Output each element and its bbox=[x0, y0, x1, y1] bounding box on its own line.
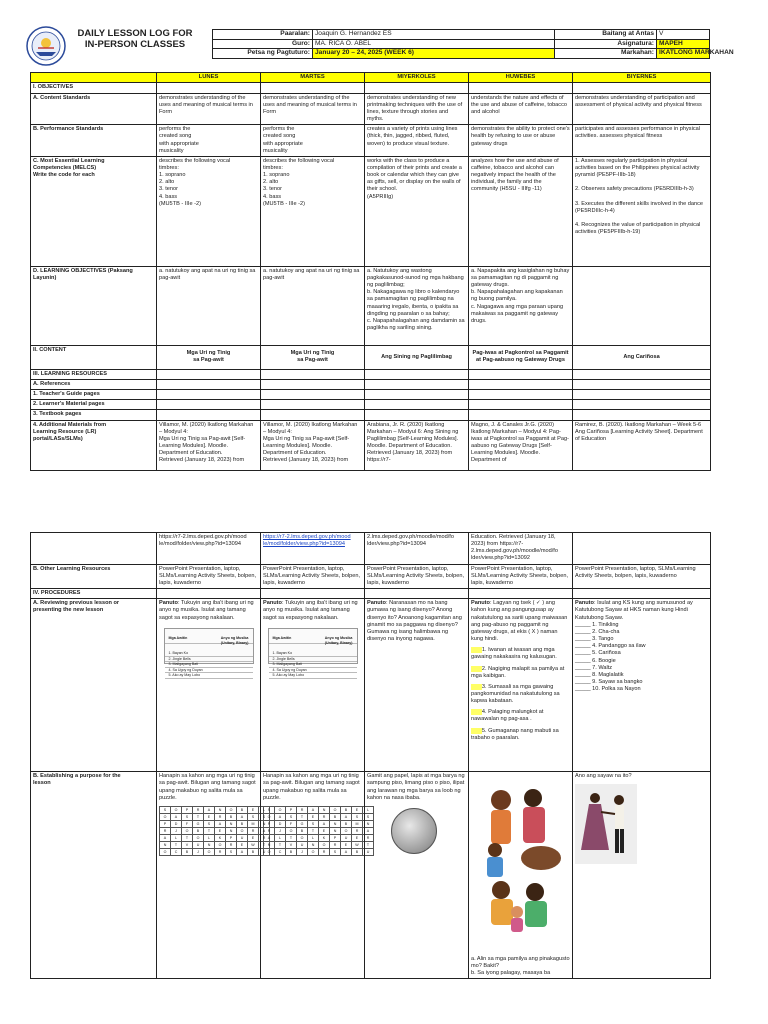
family-illustration-icon bbox=[471, 780, 569, 948]
puzzle-cell: E bbox=[319, 827, 330, 834]
learning-objectives-fri bbox=[573, 266, 711, 345]
song-row: 1. Bayan Ko bbox=[269, 651, 357, 657]
puzzle-cell: T bbox=[171, 841, 182, 848]
other-resources-tue: PowerPoint Presentation, laptop, SLMs/Learning Activity Sheets, bolpen, lapis, kuwaderno bbox=[261, 564, 365, 588]
day-header-blank bbox=[31, 73, 157, 83]
puzzle-cell: T bbox=[286, 834, 297, 841]
song-row: 2. Jingle Bells bbox=[269, 657, 357, 663]
learning-objectives-mon: a. natutukoy ang apat na uri ng tinig sa pag-awit bbox=[157, 266, 261, 345]
document-title bbox=[70, 29, 200, 51]
puzzle-cell: O bbox=[193, 834, 204, 841]
content-standards-mon: demonstrates understanding of the uses and meaning of musical terms in Form bbox=[157, 93, 261, 125]
title-line-2: IN-PERSON CLASSES bbox=[84, 38, 186, 50]
puzzle-cell: F bbox=[286, 820, 297, 827]
content-tue: Mga Uri ng Tinig sa Pag-awit bbox=[261, 345, 365, 369]
markahan-label: Markahan: bbox=[555, 49, 657, 59]
puzzle-cell: D bbox=[275, 820, 286, 827]
peso-coin-icon bbox=[391, 808, 437, 854]
header-info-table bbox=[212, 29, 734, 59]
panuto-label: Panuto bbox=[367, 600, 386, 607]
puzzle-cell: A bbox=[308, 806, 319, 813]
puzzle-cell: E bbox=[204, 813, 215, 820]
puzzle-cell: O bbox=[160, 848, 171, 855]
dance-item: _____ 2. Cha-cha bbox=[575, 628, 620, 635]
puzzle-cell: T bbox=[308, 827, 319, 834]
deped-seal-icon bbox=[26, 26, 66, 66]
day-header-tue: MARTES bbox=[261, 73, 365, 83]
additional-cont-wed: 2.lms.deped.gov.ph/moodle/mod/fo lder/view.php?id=13094 bbox=[365, 533, 469, 565]
puzzle-cell: W bbox=[248, 841, 259, 848]
puzzle-cell: S bbox=[330, 848, 341, 855]
puzzle-cell: O bbox=[237, 827, 248, 834]
textbook-pages-label: 3. Textbook pages bbox=[31, 410, 157, 420]
puzzle-cell: A bbox=[275, 813, 286, 820]
puzzle-cell: O bbox=[160, 813, 171, 820]
additional-thu: Magno, J. & Canales Jr.G. (2020) Ikatlong Markahan – Modyul 4: Pag-iwas at Pagkontrol sa Paggamit at Pag-aabuso ng Gateway Drugs [Self-Learning Modules]. Moodle. Department of bbox=[469, 420, 573, 470]
puzzle-cell: O bbox=[215, 841, 226, 848]
puzzle-cell: S bbox=[286, 813, 297, 820]
puzzle-cell: O bbox=[297, 834, 308, 841]
puzzle-cell: B bbox=[226, 813, 237, 820]
dancers-illustration-icon bbox=[575, 784, 637, 864]
song-table-mon bbox=[164, 628, 254, 678]
dance-item: _____ 6. Boogie bbox=[575, 657, 616, 664]
puzzle-cell: U bbox=[297, 841, 308, 848]
puzzle-cell: T bbox=[193, 813, 204, 820]
puzzle-cell: T bbox=[204, 827, 215, 834]
puzzle-row bbox=[264, 834, 374, 841]
song-row: 3. Maligayang Bati bbox=[165, 662, 253, 668]
additional-link-tue[interactable]: https://r7-2.lms.deped.gov.ph/mood le/mod/folder/view.php?id=13094 bbox=[261, 533, 365, 565]
performance-standards-label: B. Performance Standards bbox=[31, 125, 157, 157]
puzzle-cell: B bbox=[237, 806, 248, 813]
puzzle-cell: A bbox=[171, 813, 182, 820]
puzzle-cell: S bbox=[182, 813, 193, 820]
other-resources-label: B. Other Learning Resources bbox=[31, 564, 157, 588]
purpose-tue bbox=[261, 772, 370, 979]
puzzle-cell: R bbox=[363, 834, 374, 841]
puzzle-cell: R bbox=[297, 806, 308, 813]
performance-standards-fri: participates and assesses performance in physical activities. assesses physical fitness bbox=[573, 125, 711, 157]
checklist-item: 3. Sumasali sa mga gawaing pangkomunidad na nakatutulong sa kapwa kabataan. bbox=[471, 683, 560, 705]
puzzle-cell: A bbox=[341, 848, 352, 855]
puzzle-cell: N bbox=[264, 841, 275, 848]
puzzle-cell: L bbox=[308, 834, 319, 841]
puzzle-cell: A bbox=[237, 848, 248, 855]
additional-tue: Villamor, M. (2020) Ikatlong Markahan – Modyul 4: Mga Uri ng Tinig sa Pag-awit [Self-Learning Modules]. Moodle. Department of Education. Retrieved (January 18, 2023) from bbox=[261, 420, 365, 470]
teachers-guide-label: 1. Teacher's Guide pages bbox=[31, 390, 157, 400]
song-row: 5. Ako ay May Lobo bbox=[165, 673, 253, 679]
puzzle-cell: K bbox=[319, 834, 330, 841]
puzzle-cell: R bbox=[264, 827, 275, 834]
dance-item: _____ 1. Tinikling bbox=[575, 621, 619, 628]
puzzle-cell: T bbox=[182, 834, 193, 841]
song-table-head-1: Mga Awitin bbox=[168, 635, 188, 640]
purpose-wed bbox=[365, 772, 469, 979]
puzzle-cell: O bbox=[171, 806, 182, 813]
puzzle-cell: N bbox=[330, 827, 341, 834]
melcs-fri: 1. Assesses regularly participation in physical activities based on the Philippines physical activity pyramid (PE5PF-IIIb-18) 2. Observes safety precautions (PE5RDIIIb-h-3) 3. Executes the different skills involved in the dance (PE5RDIIIc-h-4) 4. Recognizes the value of participation in physical activities (PE5PFIIIb-h-19) bbox=[573, 156, 711, 266]
content-label: II. CONTENT bbox=[31, 345, 157, 369]
paaralan-label: Paaralan: bbox=[213, 30, 313, 40]
puzzle-cell: E bbox=[308, 813, 319, 820]
performance-standards-tue: performs the created song with appropriate musicality bbox=[261, 125, 365, 157]
puzzle-cell: S bbox=[160, 806, 171, 813]
puzzle-cell: D bbox=[171, 820, 182, 827]
puzzle-cell: P bbox=[330, 834, 341, 841]
puzzle-cell: N bbox=[226, 820, 237, 827]
content-standards-fri: demonstrates understanding of participation and assessment of physical activity and physical fitness bbox=[573, 93, 711, 125]
song-row: 4. Sa Ugoy ng Duyan bbox=[165, 668, 253, 674]
learning-objectives-wed: a. Natutukoy ang wastong pagkakasunod-sunod ng mga hakbang ng paglilimbag; b. Nakagagawa ng libro o kalendaryo sa pamamagitan ng paglilimbag na maaaring iregalo, ibenta, o ipakita sa dingding ng paaralan o sa bahay; c. Napapahalagahan ang damdamin sa paglikha ng sariling sining. bbox=[365, 266, 469, 345]
puzzle-cell: N bbox=[319, 806, 330, 813]
puzzle-cell: V bbox=[182, 841, 193, 848]
puzzle-cell: S bbox=[264, 806, 275, 813]
puzzle-cell: F bbox=[182, 820, 193, 827]
puzzle-cell: N bbox=[363, 820, 374, 827]
puzzle-row bbox=[264, 841, 374, 848]
puzzle-cell: B bbox=[297, 827, 308, 834]
puzzle-row bbox=[264, 820, 374, 827]
puzzle-cell: O bbox=[204, 848, 215, 855]
puzzle-cell: S bbox=[352, 813, 363, 820]
puzzle-cell: O bbox=[319, 841, 330, 848]
additional-mon: Villamor, M. (2020) Ikatlong Markahan – Modyul 4: Mga Uri ng Tinig sa Pag-awit [Self-Learning Modules]. Moodle. Department of Education. Retrieved (January 18, 2023) from bbox=[157, 420, 261, 470]
puzzle-cell: U bbox=[193, 841, 204, 848]
checklist-item: 4. Palaging malungkot at nawawalan ng pag-asa . bbox=[471, 709, 544, 723]
reviewing-tue bbox=[261, 599, 365, 772]
puzzle-cell: O bbox=[330, 806, 341, 813]
puzzle-row bbox=[160, 841, 270, 848]
content-standards-label: A. Content Standards bbox=[31, 93, 157, 125]
puzzle-cell: S bbox=[248, 813, 259, 820]
dance-item: _____ 5. Cariñosa bbox=[575, 650, 621, 657]
puzzle-cell: A bbox=[215, 820, 226, 827]
purpose-tue-text: Hanapin sa kahon ang mga uri ng tinig sa pag-awit. Bilugan ang tamang sagot upang makabuo ng salita mula sa puzzle. bbox=[263, 773, 360, 801]
objectives-heading: I. OBJECTIVES bbox=[31, 83, 157, 93]
purpose-thu-text: a. Alin sa mga pamilya ang pinakagusto mo? Bakit? b. Sa iyong palagay, masaya ba bbox=[471, 955, 570, 976]
puzzle-cell: N bbox=[160, 841, 171, 848]
purpose-mon-text: Hanapin sa kahon ang mga uri ng tinig sa pag-awit. Bilugan ang tamang sagot upang makabuo ng salita mula sa puzzle. bbox=[159, 773, 256, 801]
procedures-heading: IV. PROCEDURES bbox=[31, 589, 157, 599]
puzzle-cell: T bbox=[297, 813, 308, 820]
song-row: 5. Ako ay May Lobo bbox=[269, 673, 357, 679]
dance-item: _____ 9. Sayaw sa bangko bbox=[575, 678, 643, 685]
reviewing-label: A. Reviewing previous lesson or presenting the new lesson bbox=[31, 599, 157, 772]
puzzle-cell: J bbox=[275, 827, 286, 834]
other-resources-fri: PowerPoint Presentation, laptop, SLMs/Learning Activity Sheets, bolpen, lapis, kuwaderno bbox=[573, 564, 711, 588]
song-table-head-2: Anyo ng Musika (Unitary, Binary) bbox=[324, 635, 353, 646]
puzzle-cell: G bbox=[297, 820, 308, 827]
reviewing-mon bbox=[157, 599, 261, 772]
puzzle-cell: N bbox=[226, 827, 237, 834]
day-header-mon: LUNES bbox=[157, 73, 261, 83]
puzzle-row bbox=[160, 806, 270, 813]
puzzle-cell: E bbox=[341, 841, 352, 848]
puzzle-cell: O bbox=[308, 848, 319, 855]
guro-label: Guro: bbox=[213, 39, 313, 49]
puzzle-cell: L bbox=[363, 806, 374, 813]
learning-resources-heading: III. LEARNING RESOURCES bbox=[31, 369, 157, 379]
dance-item: _____ 4. Pandanggo sa ilaw bbox=[575, 643, 646, 650]
puzzle-cell: R bbox=[319, 813, 330, 820]
puzzle-cell: E bbox=[248, 806, 259, 813]
puzzle-cell: P bbox=[226, 834, 237, 841]
puzzle-cell: T bbox=[259, 841, 270, 848]
melcs-thu: analyzes how the use and abuse of caffeine, tobacco and alcohol can negatively impact the health of the individual, the family and the community (H5SU - IIIfg -11) bbox=[469, 156, 573, 266]
puzzle-cell: A bbox=[160, 834, 171, 841]
puzzle-cell: B bbox=[193, 827, 204, 834]
puzzle-cell: B bbox=[182, 848, 193, 855]
checklist-item: 1. Iwanan at iwasan ang mga gawaing nakakasira ng kalusugan. bbox=[471, 647, 557, 661]
puzzle-cell: E bbox=[237, 841, 248, 848]
word-puzzle-mon bbox=[159, 806, 270, 856]
puzzle-cell: G bbox=[193, 820, 204, 827]
puzzle-row bbox=[160, 813, 270, 820]
puzzle-cell: U bbox=[363, 848, 374, 855]
puzzle-cell: C bbox=[275, 848, 286, 855]
puzzle-cell: S bbox=[308, 820, 319, 827]
dance-item: _____ 8. Maglalatik bbox=[575, 671, 624, 678]
reviewing-tue-text: : Tukuyin ang iba't ibang uri ng anyo ng musika. Isulat ang tamang sagot sa espasyong nakalaan. bbox=[263, 600, 358, 621]
asignatura-value: MAPEH bbox=[657, 39, 710, 49]
puzzle-row bbox=[160, 827, 270, 834]
puzzle-cell: E bbox=[215, 827, 226, 834]
petsa-value: January 20 – 24, 2025 (WEEK 6) bbox=[313, 49, 555, 59]
paaralan-value: Joaquin G. Hernandez ES bbox=[313, 30, 555, 40]
puzzle-cell: A bbox=[259, 827, 270, 834]
puzzle-cell: R bbox=[352, 827, 363, 834]
melcs-mon: describes the following vocal timbres: 1. soprano 2. alto 3. tenor 4. bass (MU5TB - IIIe -2) bbox=[157, 156, 261, 266]
puzzle-cell: A bbox=[264, 834, 275, 841]
puzzle-cell: B bbox=[286, 848, 297, 855]
puzzle-cell: K bbox=[215, 834, 226, 841]
song-table-tue bbox=[268, 628, 358, 678]
puzzle-cell: M bbox=[352, 820, 363, 827]
melcs-label: C. Most Essential Learning Competencies (MELCS) Write the code for each bbox=[31, 156, 157, 266]
learners-material-label: 2. Learner's Material pages bbox=[31, 400, 157, 410]
panuto-label: Panuto bbox=[263, 600, 282, 607]
puzzle-cell: R bbox=[330, 841, 341, 848]
puzzle-cell: U bbox=[341, 834, 352, 841]
puzzle-cell: J bbox=[171, 827, 182, 834]
purpose-mon bbox=[157, 772, 266, 979]
guro-value: MA. RICA O. ABEL bbox=[313, 39, 555, 49]
day-header-wed: MIYERKOLES bbox=[365, 73, 469, 83]
puzzle-cell: R bbox=[215, 848, 226, 855]
panuto-label: Panuto bbox=[159, 600, 178, 607]
puzzle-cell: R bbox=[319, 848, 330, 855]
other-resources-wed: PowerPoint Presentation, laptop, SLMs/Learning Activity Sheets, bolpen, lapis, kuwaderno bbox=[365, 564, 469, 588]
reviewing-mon-text: : Tukuyin ang iba't ibang uri ng anyo ng musika. Isulat ang tamang sagot sa espasyong nakalaan. bbox=[159, 600, 254, 621]
references-label: A. References bbox=[31, 379, 157, 389]
puzzle-row bbox=[264, 827, 374, 834]
puzzle-cell: R bbox=[259, 834, 270, 841]
content-standards-tue: demonstrates understanding of the uses and meaning of musical terms in Form bbox=[261, 93, 365, 125]
puzzle-row bbox=[160, 848, 270, 855]
puzzle-row bbox=[160, 834, 270, 841]
puzzle-cell: O bbox=[226, 806, 237, 813]
content-wed: Ang Sining ng Paglilimbag bbox=[365, 345, 469, 369]
puzzle-cell: B bbox=[341, 820, 352, 827]
puzzle-cell: B bbox=[237, 820, 248, 827]
puzzle-cell: R bbox=[226, 841, 237, 848]
puzzle-cell: R bbox=[248, 827, 259, 834]
other-resources-mon: PowerPoint Presentation, laptop, SLMs/Learning Activity Sheets, bolpen, lapis, kuwaderno bbox=[157, 564, 261, 588]
additional-cont-mon: https://r7-2.lms.deped.gov.ph/mood le/mod/folder/view.php?id=13094 bbox=[157, 533, 261, 565]
baitang-label: Baitang at Antas bbox=[555, 30, 657, 40]
reviewing-wed-text: : Naranasan mo na bang gumawa ng isang disenyo? Anong disenyo ito? Anoanong kagamitan ang ginamit mo sa paggawa ng disenyo? Gumawa ng isang halimbawa ng disenyo na inyong nagawa. bbox=[367, 600, 462, 643]
puzzle-cell: M bbox=[248, 820, 259, 827]
melcs-wed: works with the class to produce a compilation of their prints and create a book or calendar which they can give as gifts, sell, or display on the walls of their school. (A5PRIIIg) bbox=[365, 156, 469, 266]
puzzle-cell: O bbox=[275, 806, 286, 813]
puzzle-cell: J bbox=[193, 848, 204, 855]
purpose-wed-text: Gamit ang papel, lapis at mga barya ng sampung piso, limang piso o piso, ilipat ang larawan ng mga barya sa loob ng kahon na nasa ibaba. bbox=[367, 773, 465, 801]
dance-item: _____ 10. Polka sa Nayon bbox=[575, 686, 641, 693]
puzzle-cell: N bbox=[215, 806, 226, 813]
puzzle-cell: P bbox=[286, 806, 297, 813]
puzzle-cell: L bbox=[275, 834, 286, 841]
asignatura-label: Asignatura: bbox=[555, 39, 657, 49]
puzzle-cell: N bbox=[330, 820, 341, 827]
lesson-log-table-page-1 bbox=[30, 72, 711, 471]
day-header-thu: HUWEBES bbox=[469, 73, 573, 83]
additional-materials-label: 4. Additional Materials from Learning Resource (LR) portal/LASs/SLMs) bbox=[31, 420, 157, 470]
purpose-label: B. Establishing a purpose for the lesson bbox=[31, 772, 157, 979]
puzzle-cell: C bbox=[171, 848, 182, 855]
puzzle-cell: T bbox=[363, 841, 374, 848]
content-thu: Pag-iwas at Pagkontrol sa Paggamit at Pag-aabuso ng Gateway Drugs bbox=[469, 345, 573, 369]
puzzle-cell: U bbox=[259, 848, 270, 855]
performance-standards-mon: performs the created song with appropriate musicality bbox=[157, 125, 261, 157]
additional-cont-thu: Education. Retrieved (January 18, 2023) from https://r7- 2.lms.deped.gov.ph/moodle/mod/fo lder/view.php?id=13092 bbox=[469, 533, 573, 565]
reviewing-wed bbox=[365, 599, 469, 772]
puzzle-cell: N bbox=[308, 841, 319, 848]
performance-standards-thu: demonstrates the ability to protect one's health by refusing to use or abuse gateway drugs bbox=[469, 125, 573, 157]
content-mon: Mga Uri ng Tinig sa Pag-awit bbox=[157, 345, 261, 369]
puzzle-cell: R bbox=[160, 827, 171, 834]
puzzle-cell: A bbox=[341, 813, 352, 820]
puzzle-cell: E bbox=[248, 834, 259, 841]
puzzle-cell: S bbox=[204, 820, 215, 827]
additional-cont-fri bbox=[573, 533, 711, 565]
puzzle-cell: U bbox=[237, 834, 248, 841]
puzzle-cell: L bbox=[204, 834, 215, 841]
dance-item: _____ 3. Tango bbox=[575, 636, 614, 643]
additional-fri: Ramirez, B. (2020). Ikatlong Markahan – Week 5-6 Ang Cariñosa [Learning Activity Sheet]. Department of Education bbox=[573, 420, 711, 470]
purpose-fri-text: Ano ang sayaw na ito? bbox=[575, 773, 632, 780]
other-resources-thu: PowerPoint Presentation, laptop, SLMs/Learning Activity Sheets, bolpen, lapis, kuwaderno bbox=[469, 564, 573, 588]
puzzle-cell: P bbox=[160, 820, 171, 827]
puzzle-cell: B bbox=[248, 848, 259, 855]
puzzle-cell: E bbox=[352, 806, 363, 813]
puzzle-cell: S bbox=[226, 848, 237, 855]
song-row: 2. Jingle Bells bbox=[165, 657, 253, 663]
puzzle-row bbox=[160, 820, 270, 827]
puzzle-cell: E bbox=[352, 834, 363, 841]
checklist-item: 5. Gumaganap nang mabuti sa trabaho o paaralan. bbox=[471, 727, 559, 741]
song-table-head-2: Anyo ng Musika (Unitary, Binary) bbox=[220, 635, 249, 646]
reviewing-fri bbox=[573, 599, 711, 772]
puzzle-cell: O bbox=[264, 848, 275, 855]
puzzle-cell: S bbox=[259, 813, 270, 820]
puzzle-cell: P bbox=[264, 820, 275, 827]
reviewing-thu-intro: : Lagyan ng tsek ( ✓ ) ang kahon kung ang pangungusap ay nakatutulong sa sariii upang maiwasan ang pag-abuso ng paggamit ng gateway drugs, at ekis ( X ) naman kung hindi. bbox=[471, 600, 568, 643]
puzzle-row bbox=[264, 813, 374, 820]
puzzle-cell: O bbox=[286, 827, 297, 834]
panuto-label: Panuto bbox=[471, 600, 490, 607]
puzzle-cell: V bbox=[286, 841, 297, 848]
puzzle-cell: R bbox=[193, 806, 204, 813]
purpose-thu bbox=[469, 772, 573, 979]
learning-objectives-tue: a. natutukoy ang apat na uri ng tinig sa pag-awit bbox=[261, 266, 365, 345]
puzzle-cell: P bbox=[182, 806, 193, 813]
puzzle-cell: A bbox=[204, 806, 215, 813]
puzzle-cell: W bbox=[352, 841, 363, 848]
puzzle-cell: N bbox=[204, 841, 215, 848]
song-row: 3. Maligayang Bati bbox=[269, 662, 357, 668]
puzzle-cell: T bbox=[275, 841, 286, 848]
panuto-label: Panuto bbox=[575, 600, 594, 607]
learning-objectives-label: D. LEARNING OBJECTIVES (Paksang Layunin) bbox=[31, 266, 157, 345]
puzzle-row bbox=[264, 806, 374, 813]
song-table-head-1: Mga Awitin bbox=[272, 635, 292, 640]
learning-objectives-thu: a. Napapakita ang kasiglahan ng buhay sa pamamagitan ng di paggamit ng gateway drugs. b. Napapahalagahan ang kapakanan ng buong pamilya. c. Nagagawa ang mga paraan upang makaiwas sa paggamit ng gateway drugs. bbox=[469, 266, 573, 345]
puzzle-cell: A bbox=[319, 820, 330, 827]
puzzle-cell: B bbox=[341, 806, 352, 813]
puzzle-row bbox=[264, 848, 374, 855]
puzzle-cell: O bbox=[341, 827, 352, 834]
puzzle-cell: O bbox=[182, 827, 193, 834]
content-fri: Ang Cariñosa bbox=[573, 345, 711, 369]
melcs-tue: describes the following vocal timbres: 1. soprano 2. alto 3. tenor 4. bass (MU5TB - IIIe -2) bbox=[261, 156, 365, 266]
day-header-fri: BIYERNES bbox=[573, 73, 711, 83]
dance-item: _____ 7. Waltz bbox=[575, 664, 613, 671]
checklist-item: 2. Nagiging malapit sa pamilya at mga kaibigan. bbox=[471, 665, 565, 679]
puzzle-cell: J bbox=[297, 848, 308, 855]
performance-standards-wed: creates a variety of prints using lines (thick, thin, jagged, ribbed, fluted, woven) to produce visual texture. bbox=[365, 125, 469, 157]
baitang-value: V bbox=[657, 30, 710, 40]
puzzle-cell: B bbox=[352, 848, 363, 855]
song-row: 4. Sa Ugoy ng Duyan bbox=[269, 668, 357, 674]
word-puzzle-tue bbox=[263, 806, 374, 856]
petsa-label: Petsa ng Pagtuturo: bbox=[213, 49, 313, 59]
lesson-log-table-page-2 bbox=[30, 532, 711, 979]
puzzle-cell: B bbox=[330, 813, 341, 820]
song-row: 1. Bayan Ko bbox=[165, 651, 253, 657]
content-standards-wed: demonstrates understanding of new printmaking techniques with the use of lines, texture through stories and myths. bbox=[365, 93, 469, 125]
markahan-value: IKATLONG MARKAHAN bbox=[657, 49, 710, 59]
reviewing-fri-intro: : Isulat ang KS kung ang sumusunod ay Katutubong Sayaw at HKS naman kung Hindi Katutubong Sayaw. bbox=[575, 600, 693, 621]
title-line-1: DAILY LESSON LOG FOR bbox=[77, 28, 193, 39]
puzzle-cell: O bbox=[264, 813, 275, 820]
content-standards-thu: understands the nature and effects of the use and abuse of caffeine, tobacco and alcohol bbox=[469, 93, 573, 125]
puzzle-cell: R bbox=[215, 813, 226, 820]
additional-wed: Arabiana, Jr. R. (2020) Ikatlong Markahan – Modyul 6: Ang Sining ng Paglilimbag [Self-Learning Modules]. Moodle. Department of Education. Retrieved (January 18, 2023) from https://r7- bbox=[365, 420, 469, 470]
puzzle-cell: A bbox=[363, 827, 374, 834]
puzzle-cell: L bbox=[259, 806, 270, 813]
puzzle-cell: L bbox=[171, 834, 182, 841]
puzzle-cell: S bbox=[363, 813, 374, 820]
puzzle-cell: A bbox=[237, 813, 248, 820]
reviewing-thu bbox=[469, 599, 573, 772]
purpose-fri bbox=[573, 772, 711, 979]
puzzle-cell: N bbox=[259, 820, 270, 827]
